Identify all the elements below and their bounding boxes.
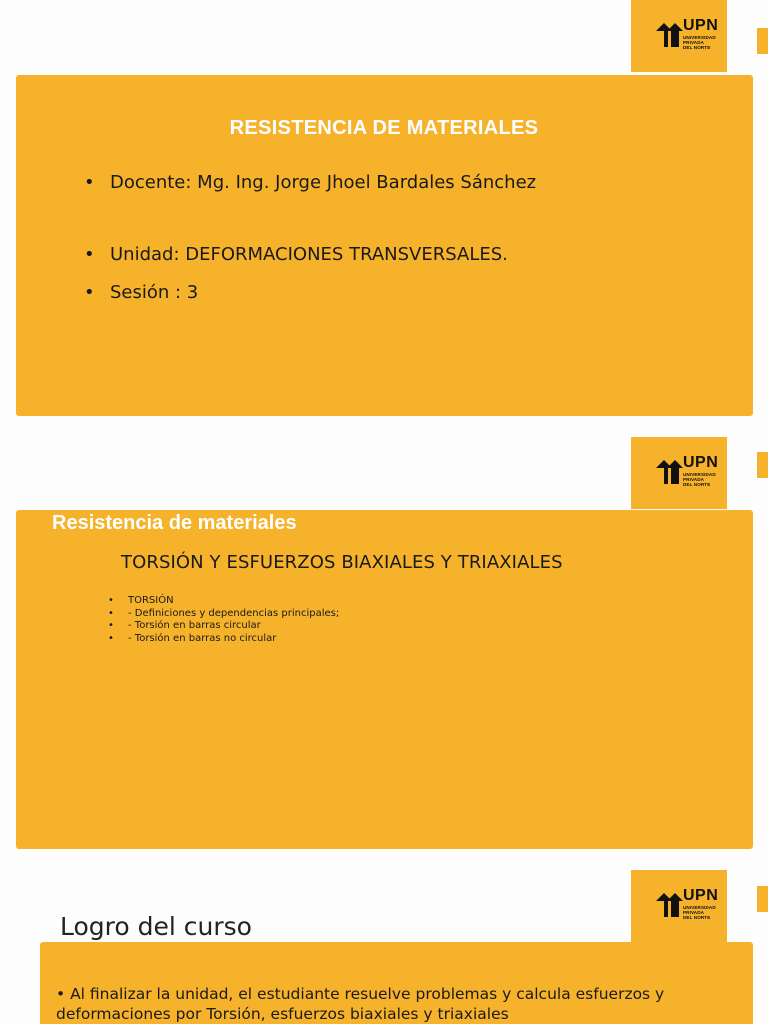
- upn-arrow-icon: [655, 22, 683, 48]
- logo-name: UPN: [683, 17, 719, 34]
- achievement-text: • Al finalizar la unidad, el estudiante resuelve problemas y calcula esfuerzos y deformaciones por Torsión, esfuerzos biaxiales y triaxiales: [56, 985, 665, 1023]
- slide-title: Logro del curso: [60, 912, 252, 941]
- upn-logo: [631, 437, 727, 509]
- upn-arrow-icon: [655, 459, 683, 485]
- logo-subtitle: UNIVERSIDAD PRIVADA DEL NORTE: [683, 905, 716, 920]
- list-item: • Unidad: DEFORMACIONES TRANSVERSALES.: [84, 244, 536, 266]
- list-item: • TORSIÓN: [100, 595, 339, 608]
- edge-accent: [757, 886, 768, 912]
- upn-arrow-icon: [655, 892, 683, 918]
- bullet-list: [100, 595, 339, 645]
- logo-subtitle: UNIVERSIDAD PRIVADA DEL NORTE: [683, 35, 716, 50]
- list-item: • - Definiciones y dependencias principales;: [100, 608, 339, 621]
- slide-subtitle: TORSIÓN Y ESFUERZOS BIAXIALES Y TRIAXIALES: [121, 552, 563, 573]
- edge-accent: [757, 28, 768, 54]
- achievement-text-content: Al finalizar la unidad, el estudiante resuelve problemas y calcula esfuerzos y deformaciones por Torsión, esfuerzos biaxiales y triaxiales: [56, 985, 665, 1023]
- slide-title: Resistencia de materiales: [52, 512, 297, 534]
- list-item: • Docente: Mg. Ing. Jorge Jhoel Bardales Sánchez: [84, 172, 536, 194]
- upn-logo: [631, 0, 727, 72]
- list-item: • Sesión : 3: [84, 282, 536, 304]
- slide-1: [0, 0, 768, 432]
- list-item: • - Torsión en barras circular: [100, 620, 339, 633]
- edge-accent: [757, 452, 768, 478]
- logo-name: UPN: [683, 454, 719, 471]
- slide-2: [0, 432, 768, 864]
- slide-title: RESISTENCIA DE MATERIALES: [229, 117, 539, 139]
- upn-logo: [631, 870, 727, 942]
- bullet-list: [84, 172, 536, 304]
- logo-name: UPN: [683, 887, 719, 904]
- slide-3: [0, 864, 768, 1024]
- logo-subtitle: UNIVERSIDAD PRIVADA DEL NORTE: [683, 472, 716, 487]
- list-item: • - Torsión en barras no circular: [100, 633, 339, 646]
